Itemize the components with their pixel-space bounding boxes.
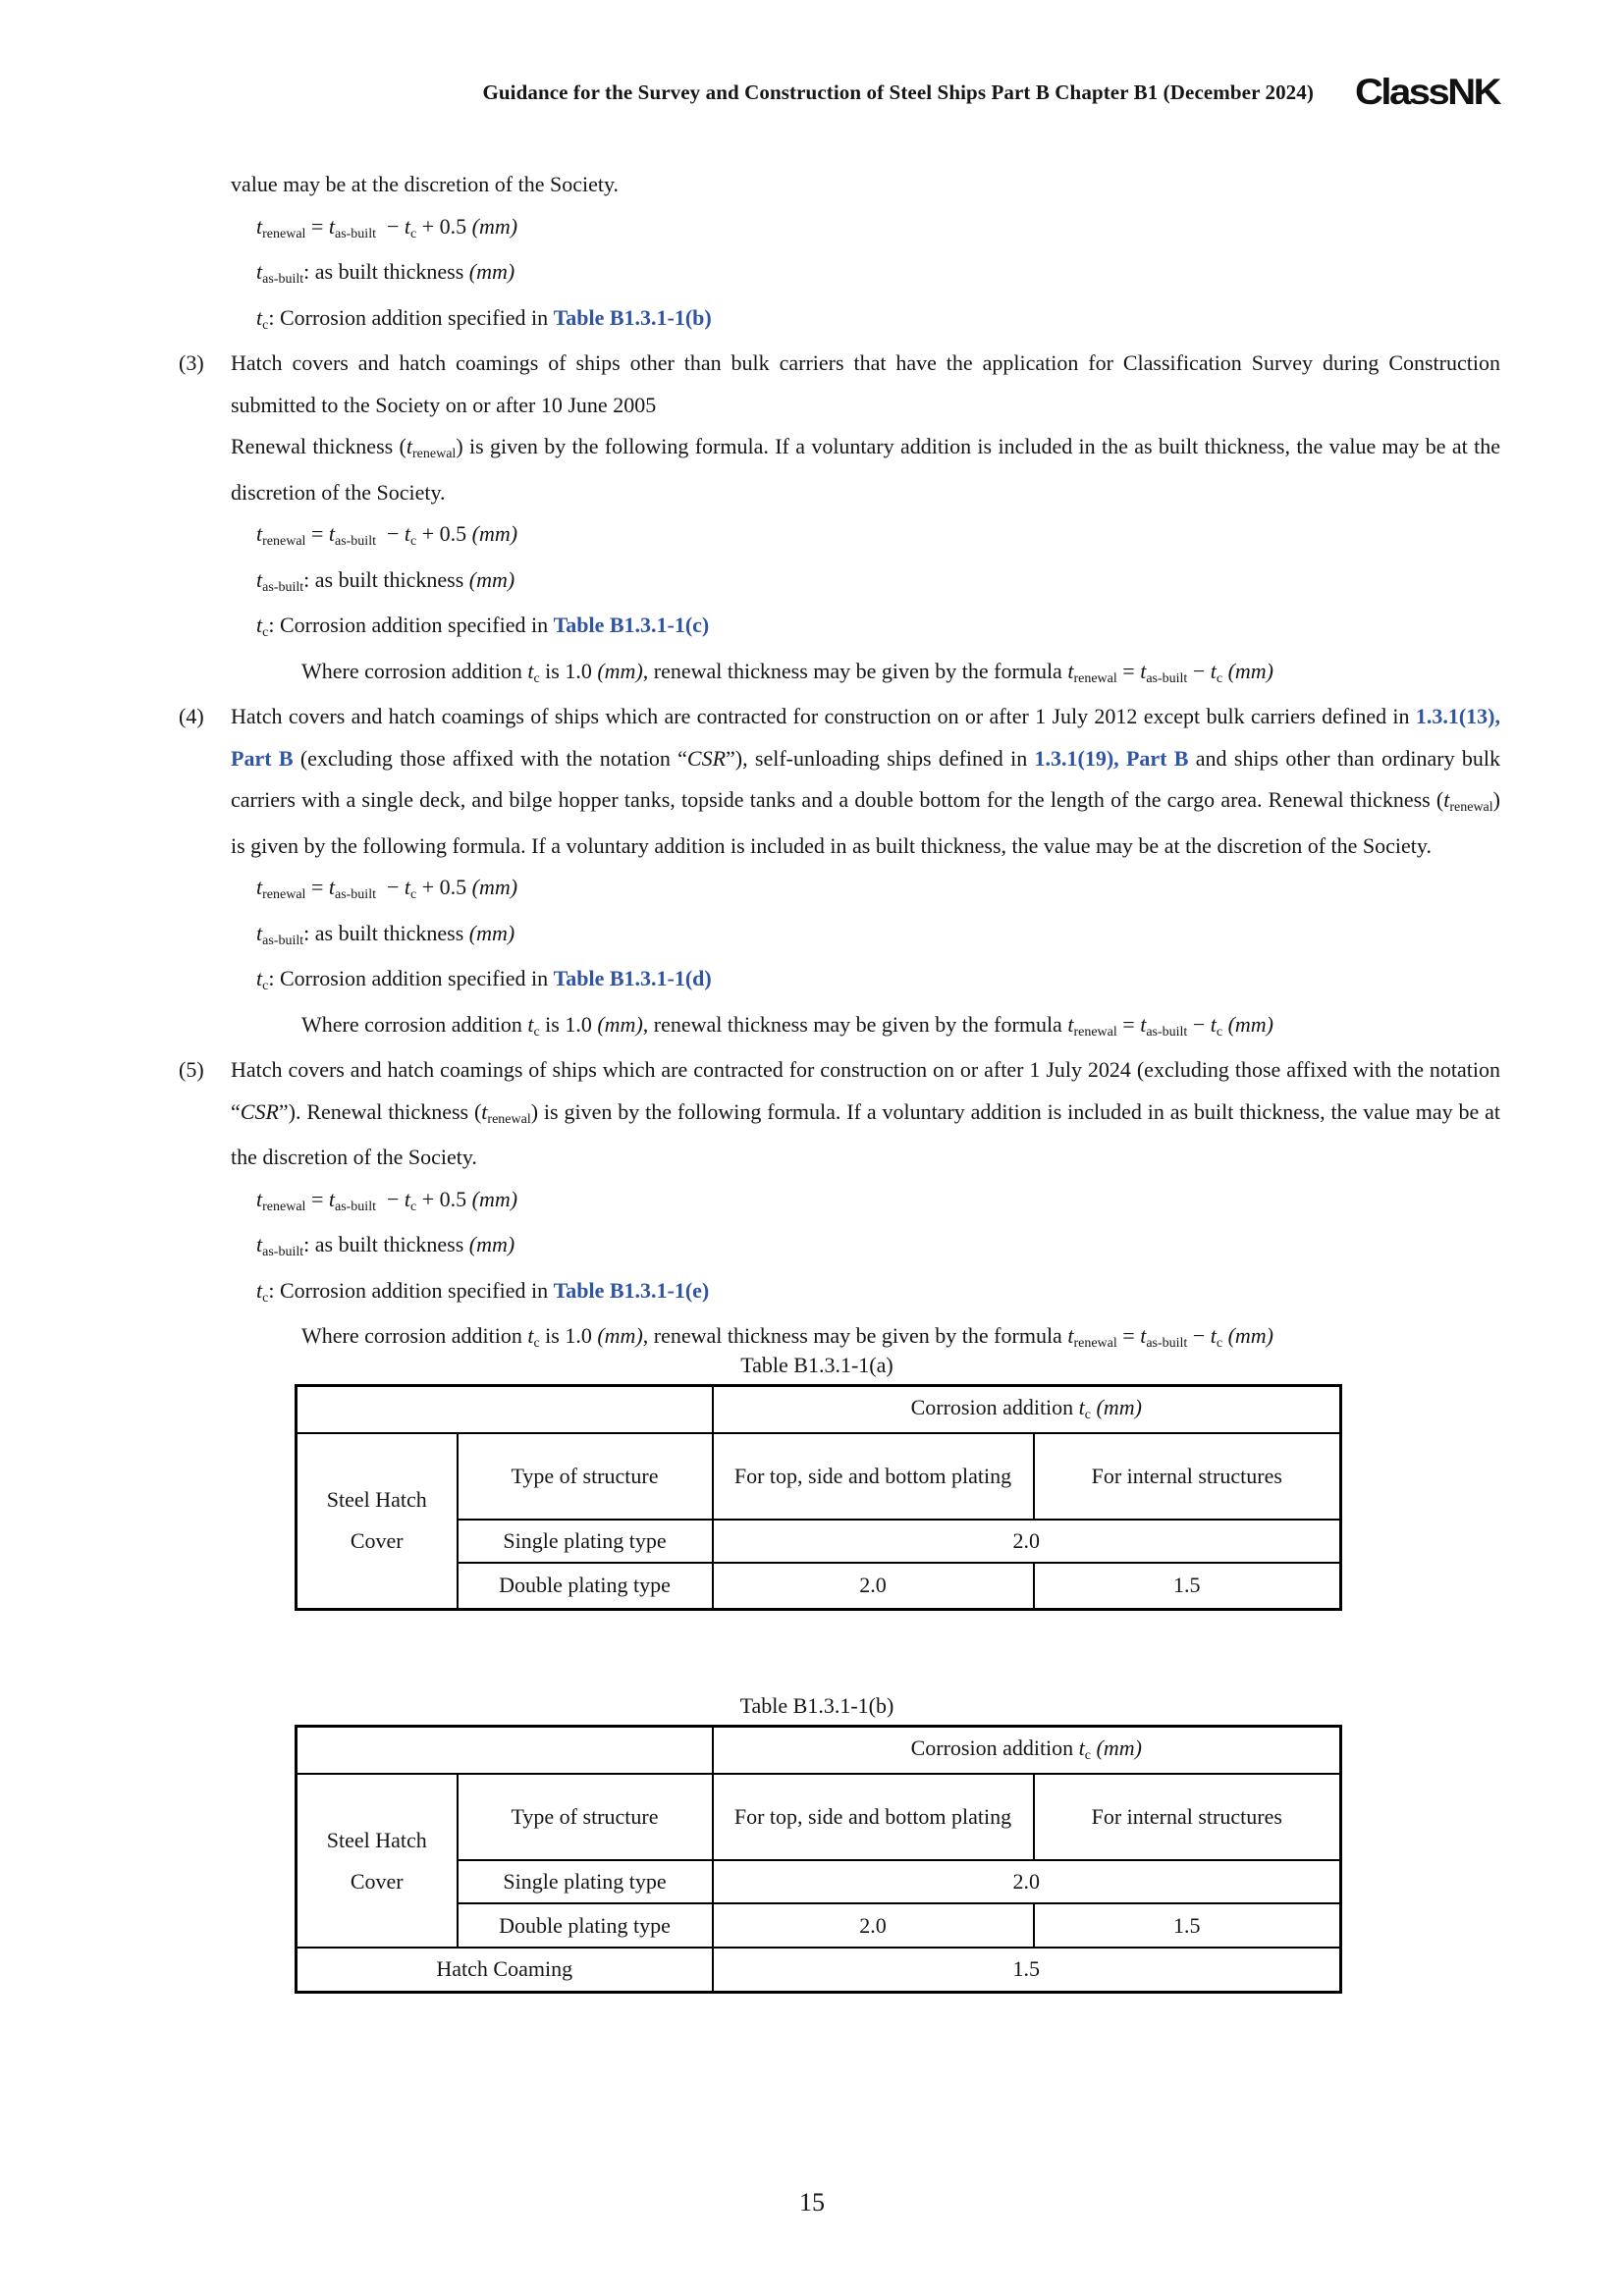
running-head-title: Guidance for the Survey and Construction of Steel Ships Part B Chapter B1 (December 2024) — [482, 80, 1314, 104]
text-run: t — [1140, 1323, 1147, 1348]
text-run: c — [1084, 1748, 1092, 1763]
text-run: + 0.5 — [416, 213, 472, 239]
corrosion-addition-table-b — [295, 1725, 1342, 1994]
text-run: : as built thickness — [303, 920, 469, 945]
text-run: as-built — [262, 579, 304, 595]
text-run: c — [1216, 1024, 1223, 1040]
text-run: (excluding those affixed with the notation “ — [293, 745, 687, 771]
cross-reference-link[interactable]: Table B1.3.1-1(c) — [553, 613, 710, 637]
text-run: : Corrosion addition specified in — [268, 304, 554, 330]
text-run: − — [375, 213, 405, 239]
type-of-structure-header: Type of structure — [458, 1433, 713, 1520]
cross-reference-link[interactable]: Table B1.3.1-1(b) — [553, 304, 712, 330]
text-run: : Corrosion addition specified in — [268, 613, 554, 637]
text-run: renewal — [1073, 1024, 1117, 1040]
text-run: as-built — [334, 534, 376, 549]
text-run: Hatch covers and hatch coamings of ships other than bulk carriers that have the application for Classification Survey during Construction submitted to the Society on or after 10 June 2005 — [231, 350, 1500, 417]
text-run: Where corrosion addition — [301, 1011, 528, 1037]
row-group-label: Steel Hatch Cover — [297, 1774, 458, 1948]
text-run: renewal — [262, 534, 306, 549]
double-plating-label: Double plating type — [458, 1903, 713, 1948]
text-run: as-built — [262, 1245, 304, 1259]
text-run: − — [375, 1186, 405, 1211]
text-run: (mm) — [1096, 1395, 1142, 1419]
paragraph-continuation: value may be at the discretion of the Society. — [231, 172, 620, 196]
text-run: + 0.5 — [416, 875, 472, 899]
text-run: c — [262, 317, 269, 333]
text-run: t — [527, 658, 534, 683]
text-run: is 1.0 — [539, 1011, 598, 1037]
text-run: t — [527, 1323, 534, 1348]
text-run: c — [1216, 670, 1223, 686]
text-run: : as built thickness — [303, 1232, 469, 1256]
text-run: as-built — [334, 1199, 376, 1214]
item-number: (5) — [179, 1057, 204, 1082]
text-run: as-built — [262, 272, 304, 287]
renewal-thickness-formula — [231, 1179, 1500, 1225]
empty-header-cell — [297, 1386, 713, 1434]
classnk-logo: ClassNK — [1354, 72, 1499, 113]
text-run: t — [256, 566, 263, 592]
text-run: c — [533, 670, 540, 686]
text-run: as-built — [334, 226, 376, 241]
text-run: c — [1216, 1336, 1223, 1351]
text-run: t — [256, 304, 263, 330]
corrosion-addition-header — [713, 1727, 1341, 1775]
double-plating-label: Double plating type — [458, 1563, 713, 1609]
internal-column-header: For internal structures — [1034, 1774, 1341, 1860]
definition-as-built — [231, 251, 1500, 297]
text-run: t — [1140, 1011, 1147, 1037]
text-run: (mm) — [471, 521, 518, 546]
text-run: t — [404, 521, 411, 546]
text-run: CSR — [240, 1098, 279, 1124]
text-run: − — [375, 521, 405, 546]
text-run: (mm) — [468, 566, 515, 592]
text-run: = — [1116, 1011, 1141, 1037]
cross-reference-link[interactable]: Table B1.3.1-1(d) — [553, 966, 712, 990]
text-run: ”). Renewal thickness ( — [278, 1098, 482, 1124]
where-clause — [231, 651, 1500, 697]
text-run: (mm) — [597, 658, 643, 683]
text-run: is 1.0 — [539, 658, 598, 683]
text-run: renewal — [1073, 670, 1117, 686]
single-plating-value: 2.0 — [713, 1520, 1341, 1563]
definition-corrosion-addition — [231, 958, 1500, 1004]
text-run: c — [262, 979, 269, 993]
text-run: renewal — [262, 887, 306, 902]
corrosion-addition-header — [713, 1386, 1341, 1434]
text-run: (mm) — [468, 920, 515, 945]
double-plating-top-value: 2.0 — [713, 1903, 1034, 1948]
text-run: t — [1078, 1395, 1085, 1419]
text-run: t — [527, 1011, 534, 1037]
text-run: (mm) — [1227, 1011, 1274, 1037]
text-run: , renewal thickness may be given by the formula — [642, 1011, 1068, 1037]
text-run: t — [1067, 1011, 1074, 1037]
text-run: ) is given by the following formula. If a voluntary addition is included in as built thickness, the value may be at the discretion of the Society. — [231, 1098, 1500, 1169]
text-run: Corrosion addition — [910, 1735, 1079, 1760]
text-run: (mm) — [1227, 1323, 1274, 1348]
text-run: CSR — [686, 745, 727, 771]
text-run: c — [410, 226, 417, 241]
text-run: c — [262, 625, 269, 640]
text-run: Corrosion addition — [910, 1395, 1079, 1419]
text-run: t — [256, 966, 263, 990]
single-plating-label: Single plating type — [458, 1520, 713, 1563]
paragraph-block — [231, 426, 1500, 513]
text-run: t — [256, 213, 263, 239]
text-run: t — [406, 434, 412, 458]
text-run: , renewal thickness may be given by the formula — [642, 1323, 1068, 1348]
text-run: t — [1078, 1735, 1085, 1760]
text-run: t — [1210, 658, 1217, 683]
text-run: c — [262, 1290, 269, 1306]
text-run: = — [1116, 658, 1141, 683]
text-run: as-built — [1146, 670, 1188, 686]
text-run: t — [256, 875, 263, 899]
text-run: = — [305, 875, 329, 899]
plating-column-header: For top, side and bottom plating — [713, 1433, 1034, 1520]
double-plating-internal-value: 1.5 — [1034, 1903, 1341, 1948]
text-run: = — [305, 213, 329, 239]
text-run: t — [404, 213, 411, 239]
text-run: c — [533, 1024, 540, 1040]
text-run: Hatch covers and hatch coamings of ships which are contracted for construction on or after 1 July 2024 (excluding those affixed with the notation “ — [231, 1057, 1500, 1124]
double-plating-internal-value: 1.5 — [1034, 1563, 1341, 1609]
paragraph-block — [231, 696, 1500, 867]
text-run: − — [1187, 1011, 1211, 1037]
text-run: (mm) — [597, 1011, 643, 1037]
double-plating-top-value: 2.0 — [713, 1563, 1034, 1609]
table-title: Table B1.3.1-1(b) — [739, 1693, 894, 1718]
item-5 — [179, 1049, 1500, 1362]
text-run: c — [410, 1199, 417, 1214]
text-run: (mm) — [468, 1232, 515, 1256]
text-run: − — [375, 875, 405, 899]
text-run: t — [1067, 1323, 1074, 1348]
text-run: (mm) — [471, 875, 518, 899]
cross-reference-link[interactable]: 1.3.1(19), Part B — [1034, 745, 1189, 771]
text-run: t — [1140, 658, 1147, 683]
text-run: + 0.5 — [416, 1186, 472, 1211]
cross-reference-link[interactable]: Table B1.3.1-1(e) — [553, 1277, 710, 1303]
text-run: t — [404, 875, 411, 899]
text-run: c — [410, 534, 417, 549]
text-run: t — [328, 521, 335, 546]
text-run: t — [328, 1186, 335, 1211]
text-run: c — [1084, 1408, 1092, 1422]
text-run: , renewal thickness may be given by the formula — [642, 658, 1068, 683]
renewal-thickness-formula — [231, 513, 1500, 560]
text-run: (mm) — [468, 259, 515, 284]
text-run: renewal — [487, 1111, 531, 1127]
text-run: = — [1116, 1323, 1141, 1348]
item-number: (3) — [179, 350, 204, 375]
text-run: t — [256, 1186, 263, 1211]
definition-corrosion-addition — [231, 1270, 1500, 1316]
text-run: : as built thickness — [303, 566, 469, 592]
text-run: t — [256, 1232, 263, 1256]
text-run: t — [1210, 1323, 1217, 1348]
paragraph-block — [231, 1049, 1500, 1179]
definition-as-built — [231, 1224, 1500, 1270]
definition-corrosion-addition — [231, 297, 1500, 344]
text-run: − — [1187, 1323, 1211, 1348]
text-run: renewal — [1449, 800, 1493, 815]
text-run: t — [481, 1098, 488, 1124]
plating-column-header: For top, side and bottom plating — [713, 1774, 1034, 1860]
text-run: (mm) — [471, 213, 518, 239]
text-run: c — [410, 887, 417, 902]
text-run: is 1.0 — [539, 1323, 598, 1348]
text-run: : Corrosion addition specified in — [268, 1277, 554, 1303]
text-run: (mm) — [1227, 658, 1274, 683]
text-run: (mm) — [471, 1186, 518, 1211]
text-run: t — [256, 920, 263, 945]
text-run: t — [1067, 658, 1074, 683]
text-run: t — [256, 613, 263, 637]
definition-corrosion-addition — [231, 605, 1500, 651]
single-plating-value: 2.0 — [713, 1860, 1341, 1903]
text-run: t — [328, 875, 335, 899]
corrosion-addition-table-a — [295, 1384, 1342, 1611]
text-run: = — [305, 521, 329, 546]
text-run: as-built — [1146, 1336, 1188, 1351]
text-run: (mm) — [597, 1323, 643, 1348]
renewal-thickness-formula — [231, 206, 1500, 252]
table-b1311b-block — [295, 1692, 1339, 1994]
text-run: t — [256, 521, 263, 546]
table-b1311a-block — [295, 1352, 1339, 1611]
text-run: ) is given by the following formula. If a voluntary addition is included in the as built thickness, the value may be at the discretion of the Society. — [231, 434, 1500, 505]
text-run: Where corrosion addition — [301, 658, 528, 683]
text-run: (mm) — [1096, 1735, 1142, 1760]
text-run: renewal — [262, 226, 306, 241]
text-run: + 0.5 — [416, 521, 472, 546]
text-run: − — [1187, 658, 1211, 683]
text-run: Where corrosion addition — [301, 1323, 528, 1348]
empty-header-cell — [297, 1727, 713, 1775]
text-run: : Corrosion addition specified in — [268, 966, 554, 990]
text-run: ”), self-unloading ships defined in — [726, 745, 1035, 771]
item-4 — [179, 696, 1501, 1049]
text-run: Hatch covers and hatch coamings of ships which are contracted for construction on or after 1 July 2012 except bulk carriers defined in — [231, 704, 1416, 728]
single-plating-label: Single plating type — [458, 1860, 713, 1903]
item-number: (4) — [179, 704, 204, 728]
text-run: c — [533, 1336, 540, 1351]
text-run: as-built — [334, 887, 376, 902]
text-run: t — [328, 213, 335, 239]
text-run: t — [1443, 787, 1450, 812]
text-run: t — [256, 259, 263, 284]
internal-column-header: For internal structures — [1034, 1433, 1341, 1520]
hatch-coaming-label: Hatch Coaming — [297, 1948, 713, 1992]
text-run: t — [256, 1277, 263, 1303]
text-run: t — [1210, 1011, 1217, 1037]
text-run: renewal — [1073, 1336, 1117, 1351]
table-title: Table B1.3.1-1(a) — [740, 1353, 893, 1377]
where-clause — [231, 1004, 1500, 1050]
text-run: and ships other than ordinary bulk carriers with a single deck, and bilge hopper tanks, topside tanks and a double bottom for the length of the cargo area. Renewal thickness ( — [231, 745, 1501, 812]
text-run: t — [404, 1186, 411, 1211]
text-run: Renewal thickness ( — [231, 434, 406, 458]
item-3 — [179, 343, 1500, 696]
row-group-label: Steel Hatch Cover — [297, 1433, 458, 1609]
page-header — [0, 71, 1499, 114]
text-run: as-built — [1146, 1024, 1188, 1040]
text-run: as-built — [262, 933, 304, 948]
definition-as-built — [231, 560, 1500, 606]
text-run: = — [305, 1186, 329, 1211]
text-run: ) is given by the following formula. If a voluntary addition is included in as built thickness, the value may be at the discretion of the Society. — [231, 787, 1500, 858]
text-run: : as built thickness — [303, 259, 469, 284]
text-run: renewal — [412, 447, 457, 461]
paragraph-block — [231, 343, 1500, 426]
page-number: 15 — [799, 2188, 825, 2216]
body-text — [179, 164, 1501, 1362]
text-run: renewal — [262, 1199, 306, 1214]
type-of-structure-header: Type of structure — [458, 1774, 713, 1860]
cross-reference-link[interactable]: 1.3.1(13), Part B — [231, 704, 1500, 771]
hatch-coaming-value: 1.5 — [713, 1948, 1341, 1992]
renewal-thickness-formula — [231, 867, 1500, 913]
definition-as-built — [231, 913, 1500, 959]
